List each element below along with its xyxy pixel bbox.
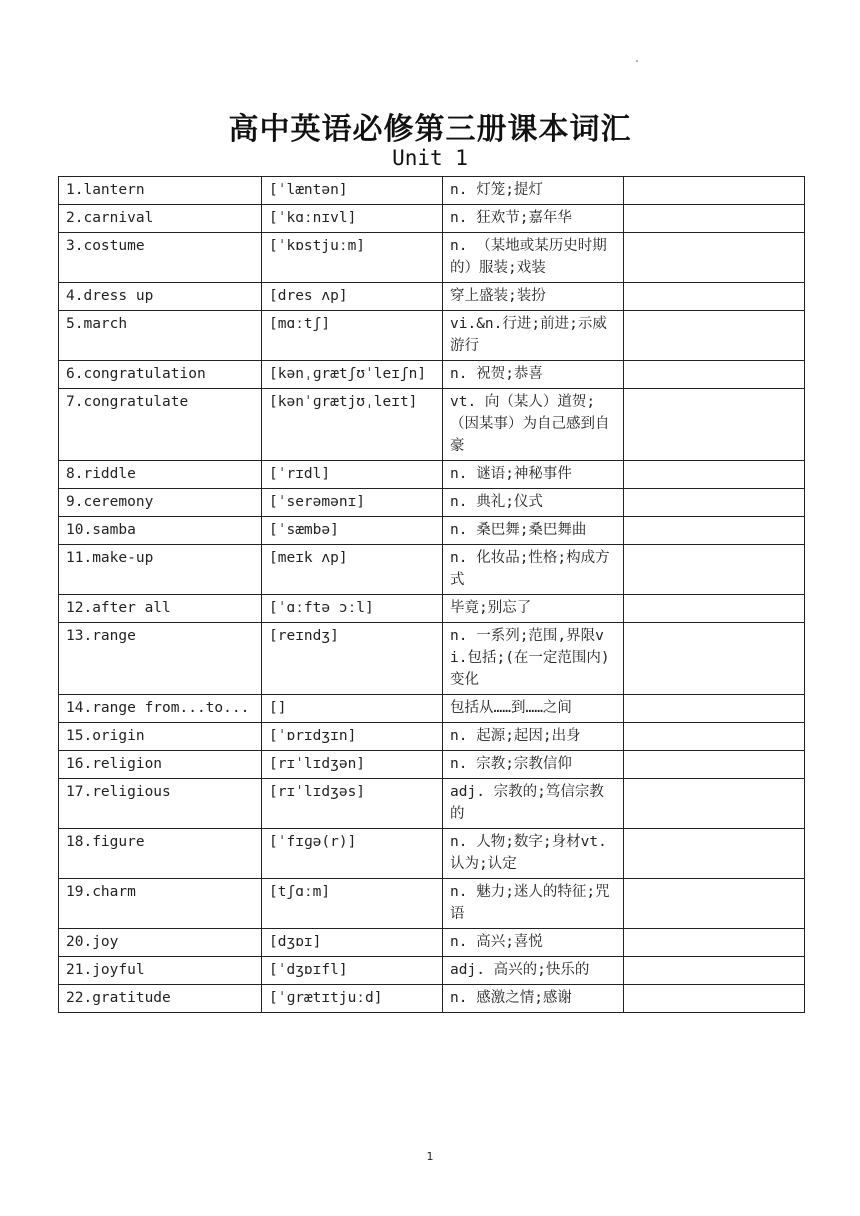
table-row: [59, 879, 805, 929]
note-cell: [624, 177, 805, 205]
note-cell: [624, 751, 805, 779]
meaning-cell: n. 桑巴舞;桑巴舞曲: [443, 517, 624, 545]
table-row: [59, 233, 805, 283]
meaning-cell: n. 典礼;仪式: [443, 489, 624, 517]
word-cell: 22.gratitude: [59, 985, 262, 1013]
note-cell: [624, 829, 805, 879]
phonetic-cell: [dres ʌp]: [262, 283, 443, 311]
table-row: [59, 489, 805, 517]
meaning-cell: n. 魅力;迷人的特征;咒语: [443, 879, 624, 929]
table-row: [59, 957, 805, 985]
word-cell: 13.range: [59, 623, 262, 695]
vocabulary-table: [58, 176, 805, 1013]
table-row: [59, 751, 805, 779]
meaning-cell: 毕竟;别忘了: [443, 595, 624, 623]
note-cell: [624, 957, 805, 985]
note-cell: [624, 461, 805, 489]
phonetic-cell: [rɪˈlɪdʒəs]: [262, 779, 443, 829]
word-cell: 20.joy: [59, 929, 262, 957]
note-cell: [624, 361, 805, 389]
meaning-cell: adj. 宗教的;笃信宗教的: [443, 779, 624, 829]
meaning-cell: vt. 向（某人）道贺;（因某事）为自己感到自豪: [443, 389, 624, 461]
word-cell: 11.make-up: [59, 545, 262, 595]
phonetic-cell: [ˈsæmbə]: [262, 517, 443, 545]
table-row: [59, 779, 805, 829]
phonetic-cell: [ˈkɑːnɪvl]: [262, 205, 443, 233]
word-cell: 6.congratulation: [59, 361, 262, 389]
phonetic-cell: [meɪk ʌp]: [262, 545, 443, 595]
note-cell: [624, 779, 805, 829]
note-cell: [624, 623, 805, 695]
table-row: [59, 461, 805, 489]
page-mark: [636, 60, 638, 62]
phonetic-cell: [kənˌɡrætʃʊˈleɪʃn]: [262, 361, 443, 389]
word-cell: 17.religious: [59, 779, 262, 829]
note-cell: [624, 311, 805, 361]
note-cell: [624, 517, 805, 545]
table-row: [59, 695, 805, 723]
word-cell: 3.costume: [59, 233, 262, 283]
meaning-cell: n. （某地或某历史时期的）服装;戏装: [443, 233, 624, 283]
phonetic-cell: [ˈɑːftə ɔːl]: [262, 595, 443, 623]
note-cell: [624, 695, 805, 723]
word-cell: 19.charm: [59, 879, 262, 929]
table-row: [59, 283, 805, 311]
note-cell: [624, 723, 805, 751]
meaning-cell: n. 一系列;范围,界限vi.包括;(在一定范围内)变化: [443, 623, 624, 695]
phonetic-cell: [rɪˈlɪdʒən]: [262, 751, 443, 779]
phonetic-cell: [tʃɑːm]: [262, 879, 443, 929]
note-cell: [624, 283, 805, 311]
table-row: [59, 829, 805, 879]
meaning-cell: n. 起源;起因;出身: [443, 723, 624, 751]
meaning-cell: n. 感激之情;感谢: [443, 985, 624, 1013]
word-cell: 21.joyful: [59, 957, 262, 985]
meaning-cell: 穿上盛装;装扮: [443, 283, 624, 311]
table-row: [59, 177, 805, 205]
note-cell: [624, 205, 805, 233]
word-cell: 10.samba: [59, 517, 262, 545]
word-cell: 15.origin: [59, 723, 262, 751]
phonetic-cell: [ˈdʒɒɪfl]: [262, 957, 443, 985]
phonetic-cell: [ˈfɪɡə(r)]: [262, 829, 443, 879]
phonetic-cell: []: [262, 695, 443, 723]
note-cell: [624, 389, 805, 461]
note-cell: [624, 545, 805, 595]
meaning-cell: n. 谜语;神秘事件: [443, 461, 624, 489]
phonetic-cell: [ˈrɪdl]: [262, 461, 443, 489]
word-cell: 2.carnival: [59, 205, 262, 233]
word-cell: 18.figure: [59, 829, 262, 879]
phonetic-cell: [ˈɒrɪdʒɪn]: [262, 723, 443, 751]
meaning-cell: adj. 高兴的;快乐的: [443, 957, 624, 985]
phonetic-cell: [kənˈɡrætjʊˌleɪt]: [262, 389, 443, 461]
table-row: [59, 361, 805, 389]
page-number: 1: [426, 1150, 434, 1163]
meaning-cell: vi.&n.行进;前进;示威游行: [443, 311, 624, 361]
meaning-cell: n. 灯笼;提灯: [443, 177, 624, 205]
table-row: [59, 311, 805, 361]
word-cell: 5.march: [59, 311, 262, 361]
word-cell: 1.lantern: [59, 177, 262, 205]
table-row: [59, 595, 805, 623]
table-row: [59, 723, 805, 751]
meaning-cell: 包括从……到……之间: [443, 695, 624, 723]
phonetic-cell: [ˈlæntən]: [262, 177, 443, 205]
table-row: [59, 545, 805, 595]
note-cell: [624, 929, 805, 957]
unit-heading: Unit 1: [392, 146, 468, 170]
word-cell: 7.congratulate: [59, 389, 262, 461]
meaning-cell: n. 高兴;喜悦: [443, 929, 624, 957]
table-row: [59, 389, 805, 461]
table-row: [59, 985, 805, 1013]
table-row: [59, 205, 805, 233]
meaning-cell: n. 祝贺;恭喜: [443, 361, 624, 389]
word-cell: 16.religion: [59, 751, 262, 779]
phonetic-cell: [reɪndʒ]: [262, 623, 443, 695]
word-cell: 8.riddle: [59, 461, 262, 489]
note-cell: [624, 879, 805, 929]
meaning-cell: n. 狂欢节;嘉年华: [443, 205, 624, 233]
word-cell: 14.range from...to...: [59, 695, 262, 723]
note-cell: [624, 595, 805, 623]
word-cell: 9.ceremony: [59, 489, 262, 517]
phonetic-cell: [ˈɡrætɪtjuːd]: [262, 985, 443, 1013]
meaning-cell: n. 化妆品;性格;构成方式: [443, 545, 624, 595]
phonetic-cell: [ˈserəmənɪ]: [262, 489, 443, 517]
phonetic-cell: [ˈkɒstjuːm]: [262, 233, 443, 283]
vocabulary-table-body: [59, 177, 805, 1013]
phonetic-cell: [dʒɒɪ]: [262, 929, 443, 957]
note-cell: [624, 233, 805, 283]
meaning-cell: n. 人物;数字;身材vt.认为;认定: [443, 829, 624, 879]
word-cell: 4.dress up: [59, 283, 262, 311]
table-row: [59, 517, 805, 545]
table-row: [59, 623, 805, 695]
table-row: [59, 929, 805, 957]
meaning-cell: n. 宗教;宗教信仰: [443, 751, 624, 779]
note-cell: [624, 489, 805, 517]
page-title: 高中英语必修第三册课本词汇: [228, 112, 632, 147]
word-cell: 12.after all: [59, 595, 262, 623]
phonetic-cell: [mɑːtʃ]: [262, 311, 443, 361]
note-cell: [624, 985, 805, 1013]
